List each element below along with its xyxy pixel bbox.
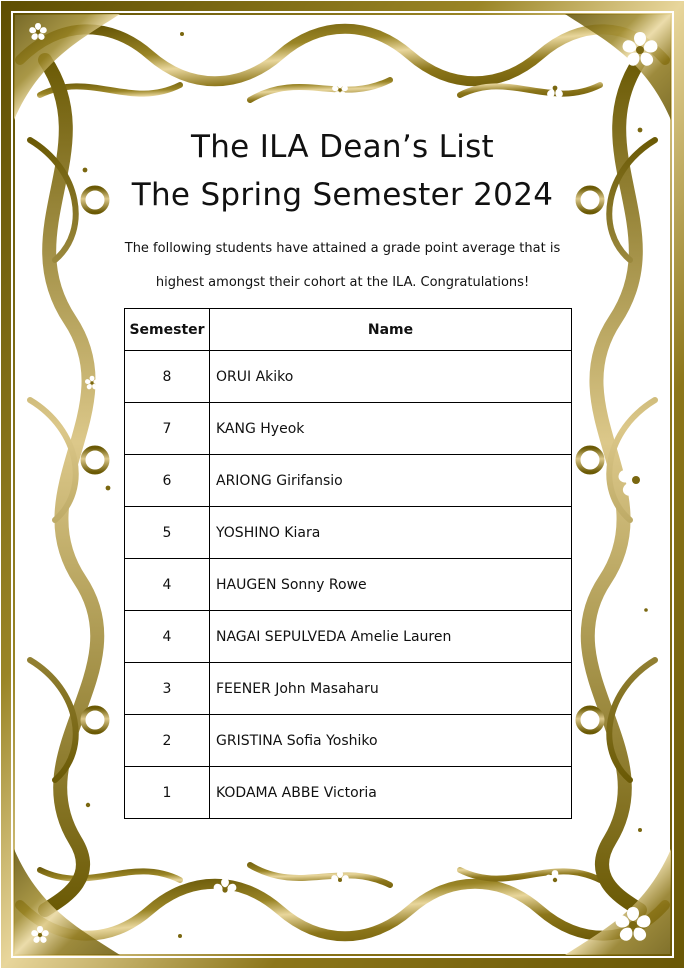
student-name-cell: FEENER John Masaharu (210, 663, 572, 715)
student-name-cell: YOSHINO Kiara (210, 507, 572, 559)
semester-cell: 4 (125, 611, 210, 663)
column-header-semester: Semester (125, 309, 210, 351)
page-subtitle: The Spring Semester 2024 (131, 177, 554, 213)
table-row (125, 507, 572, 559)
student-name-cell: GRISTINA Sofia Yoshiko (210, 715, 572, 767)
intro-line-2: highest amongst their cohort at the ILA. Congratulations! (155, 275, 530, 290)
intro-line-1: The following students have attained a grade point average that is (124, 241, 561, 256)
table-row (125, 351, 572, 403)
table-row (125, 455, 572, 507)
semester-cell: 4 (125, 559, 210, 611)
student-name-cell: KODAMA ABBE Victoria (210, 767, 572, 819)
student-name-cell: NAGAI SEPULVEDA Amelie Lauren (210, 611, 572, 663)
table-row (125, 403, 572, 455)
semester-cell: 7 (125, 403, 210, 455)
student-name-cell: ARIONG Girifansio (210, 455, 572, 507)
semester-cell: 8 (125, 351, 210, 403)
page-title: The ILA Dean’s List (190, 129, 495, 165)
table-row (125, 715, 572, 767)
semester-cell: 3 (125, 663, 210, 715)
student-name-cell: KANG Hyeok (210, 403, 572, 455)
semester-cell: 5 (125, 507, 210, 559)
student-name-cell: HAUGEN Sonny Rowe (210, 559, 572, 611)
semester-cell: 2 (125, 715, 210, 767)
semester-cell: 1 (125, 767, 210, 819)
column-header-name: Name (210, 309, 572, 351)
table-header-row (125, 309, 572, 351)
student-name-cell: ORUI Akiko (210, 351, 572, 403)
table-row (125, 559, 572, 611)
table-row (125, 767, 572, 819)
deans-list-table (124, 308, 572, 819)
table-row (125, 611, 572, 663)
table-row (125, 663, 572, 715)
semester-cell: 6 (125, 455, 210, 507)
